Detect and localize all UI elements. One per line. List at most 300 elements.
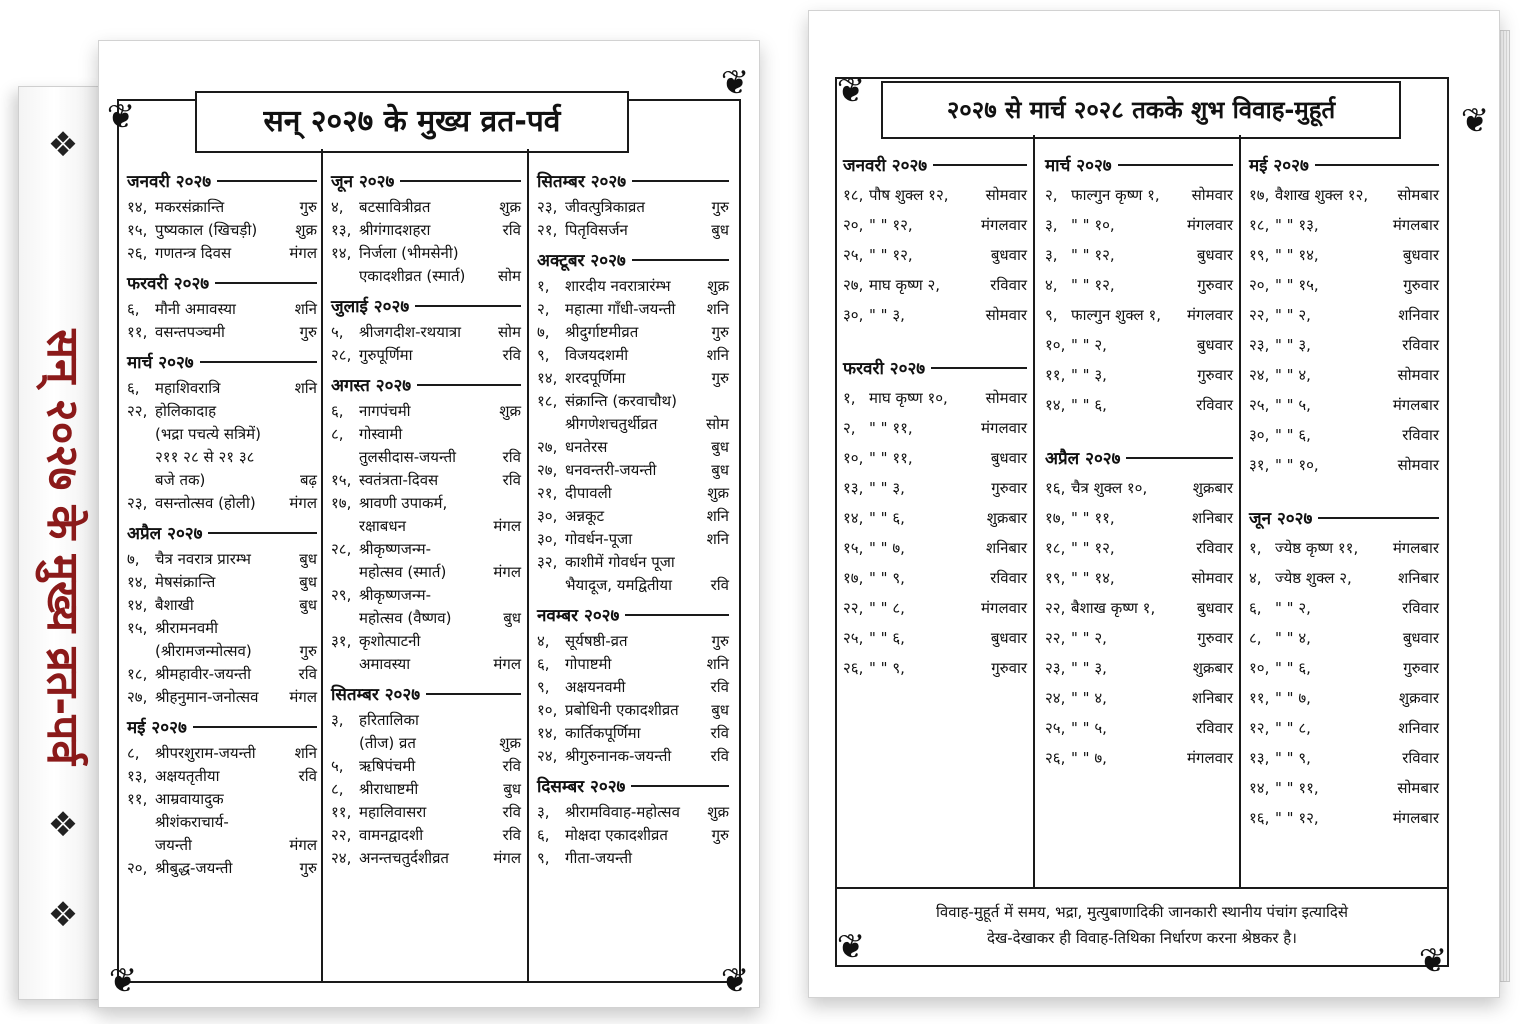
item-date: २२,: [843, 599, 864, 617]
item-day: बुध: [299, 596, 317, 614]
item-date: १८,: [843, 186, 864, 204]
item-name: ज्येष्ठ कृष्ण ११,: [1275, 539, 1359, 557]
list-item: [331, 265, 521, 288]
list-item: [537, 801, 729, 824]
item-date: ६,: [537, 826, 550, 844]
item-day: [725, 847, 729, 870]
list-item: [537, 630, 729, 653]
list-item: [1249, 803, 1439, 833]
item-name: श्रीगणेशचतुर्थीव्रत: [565, 415, 658, 433]
list-item: [331, 515, 521, 538]
item-day: गुरुवार: [991, 659, 1027, 677]
item-day: मंगल: [493, 849, 521, 867]
left-book-spine: [18, 86, 108, 1000]
item-name: " " १२,: [1071, 246, 1115, 264]
item-date: १४,: [127, 596, 148, 614]
list-item: [127, 617, 317, 640]
item-day: शनिबार: [1398, 569, 1439, 587]
month-heading: मार्च २०२७: [127, 350, 317, 373]
item-name: पितृविसर्जन: [565, 221, 628, 239]
item-date: १८,: [1249, 216, 1270, 234]
item-day: गुरु: [299, 859, 317, 877]
item-day: बुधवार: [1196, 336, 1233, 354]
left-book-page: [98, 40, 760, 1008]
list-item: [127, 219, 317, 242]
item-date: ११,: [127, 790, 148, 808]
item-name: महात्मा गाँधी-जयन्ती: [565, 300, 676, 318]
item-day: रवि: [710, 724, 729, 742]
item-name: " " ८,: [869, 599, 905, 617]
item-date: १५,: [127, 221, 148, 239]
item-name: गोस्वामी: [359, 425, 403, 443]
item-date: २०,: [843, 216, 864, 234]
ornament-spine-icon: ❖: [47, 805, 79, 845]
item-date: १५,: [127, 619, 148, 637]
item-name: " " ९,: [869, 659, 905, 677]
item-day: रवि: [502, 803, 521, 821]
item-date: [537, 574, 565, 597]
item-day: रवि: [298, 665, 317, 683]
item-date: १९,: [1045, 569, 1066, 587]
item-date: १८,: [537, 392, 558, 410]
list-item: [1249, 533, 1439, 563]
item-name: वामनद्वादशी: [359, 826, 424, 844]
list-item: [843, 240, 1027, 270]
item-day: शनि: [706, 530, 729, 548]
item-name: " " ६,: [1275, 659, 1311, 677]
item-name: " " ३,: [1275, 336, 1311, 354]
item-day: रवि: [502, 448, 521, 466]
item-date: [331, 515, 359, 538]
item-day: रविवार: [1402, 599, 1439, 617]
item-name: " " ५,: [1275, 396, 1311, 414]
item-date: ११,: [1045, 366, 1066, 384]
item-date: ६,: [331, 402, 344, 420]
item-day: बुधवार: [1402, 246, 1439, 264]
item-day: मंगलवार: [1187, 749, 1233, 767]
list-item: [843, 623, 1027, 653]
item-day: गुरुवार: [1403, 659, 1439, 677]
item-date: १,: [537, 277, 550, 295]
item-day: [313, 811, 317, 834]
item-name: चैत्र नवरात्र प्रारम्भ: [155, 550, 251, 568]
item-day: गुरुवार: [1197, 276, 1233, 294]
item-name: " " ९,: [869, 569, 905, 587]
item-name: शारदीय नवरात्रारंम्भ: [565, 277, 671, 295]
item-day: [313, 400, 317, 423]
item-date: २,: [537, 300, 550, 318]
item-name: अमावस्या: [359, 655, 411, 673]
item-date: १,: [843, 389, 856, 407]
item-day: बुधवार: [1196, 246, 1233, 264]
list-item: [331, 538, 521, 561]
item-date: ३०,: [537, 507, 558, 525]
list-item: [1249, 240, 1439, 270]
list-item: [331, 492, 521, 515]
item-name: " " ५,: [1071, 719, 1107, 737]
item-name: " " ६,: [1071, 396, 1107, 414]
list-item: [127, 594, 317, 617]
month-heading: जनवरी २०२७: [127, 169, 317, 192]
list-item: [1045, 180, 1233, 210]
item-day: मंगलवार: [1187, 306, 1233, 324]
list-item: [127, 423, 317, 446]
item-date: १४,: [1045, 396, 1066, 414]
list-item: [843, 443, 1027, 473]
list-item: [1045, 210, 1233, 240]
item-day: शुक्रबार: [1192, 479, 1233, 497]
item-date: २४,: [1045, 689, 1066, 707]
item-day: [517, 492, 521, 515]
item-name: (भद्रा पचत्ये सत्रिमें): [155, 425, 262, 443]
item-date: २३,: [1045, 659, 1066, 677]
item-date: २२,: [1045, 599, 1066, 617]
item-date: १५,: [843, 539, 864, 557]
item-date: ८,: [331, 780, 344, 798]
item-date: १४,: [127, 573, 148, 591]
item-day: शुक्र: [499, 734, 521, 752]
item-date: ८,: [127, 744, 140, 762]
item-name: पुष्यकाल (खिचड़ी): [155, 221, 258, 239]
item-day: शुक्र: [499, 402, 521, 420]
list-item: [1249, 210, 1439, 240]
list-item: [537, 321, 729, 344]
item-name: धनतेरस: [565, 438, 608, 456]
item-name: नागपंचमी: [359, 402, 411, 420]
list-item: [331, 755, 521, 778]
item-name: विजयदशमी: [565, 346, 629, 364]
month-heading: फरवरी २०२७: [843, 356, 1027, 379]
item-date: २७,: [127, 688, 148, 706]
month-heading: मई २०२७: [1249, 153, 1439, 176]
item-name: हरितालिका: [359, 711, 419, 729]
item-date: १०,: [843, 449, 864, 467]
item-date: १९,: [1249, 246, 1270, 264]
item-date: २०,: [127, 859, 148, 877]
list-item: [843, 210, 1027, 240]
list-item: [127, 196, 317, 219]
vrat-column-1: [127, 163, 317, 967]
item-date: २०,: [1249, 276, 1270, 294]
item-day: रवि: [502, 346, 521, 364]
list-item: [331, 423, 521, 446]
list-item: [331, 446, 521, 469]
item-name: श्रीकृष्णजन्म-: [359, 586, 431, 604]
ornament-corner-icon: ❦: [106, 97, 136, 137]
ornament-corner-icon: ❦: [1460, 101, 1490, 141]
item-name: " " ११,: [1275, 779, 1319, 797]
item-day: रविवार: [1196, 396, 1233, 414]
item-name: अक्षयतृतीया: [155, 767, 220, 785]
list-item: [331, 778, 521, 801]
item-date: ७,: [127, 550, 140, 568]
month-heading: अगस्त २०२७: [331, 373, 521, 396]
list-item: [537, 699, 729, 722]
item-date: ३२,: [537, 553, 558, 571]
item-day: बुधवार: [990, 629, 1027, 647]
item-date: [331, 607, 359, 630]
item-name: गोवर्धन-पूजा: [565, 530, 633, 548]
item-date: १४,: [537, 369, 558, 387]
month-heading: फरवरी २०२७: [127, 271, 317, 294]
item-date: ८,: [331, 425, 344, 443]
ornament-corner-icon: ❦: [836, 927, 866, 967]
list-item: [1249, 360, 1439, 390]
ornament-corner-icon: ❦: [720, 63, 750, 103]
muhurat-column-1: [843, 147, 1027, 683]
item-day: मंगलवार: [981, 599, 1027, 617]
item-date: २६,: [1045, 749, 1066, 767]
item-date: २४,: [1249, 366, 1270, 384]
item-date: २५,: [1249, 396, 1270, 414]
item-name: वैशाख शुक्ल १२,: [1275, 186, 1369, 204]
list-item: [537, 528, 729, 551]
item-day: गुरु: [711, 369, 729, 387]
item-day: सोम: [498, 267, 521, 285]
list-item: [843, 300, 1027, 330]
item-day: [313, 446, 317, 469]
item-name: " " ४,: [1071, 689, 1107, 707]
item-day: रवि: [298, 767, 317, 785]
column-divider: [1033, 135, 1035, 887]
list-item: [127, 686, 317, 709]
item-name: महोत्सव (स्मार्त): [359, 563, 447, 581]
item-day: गुरु: [711, 826, 729, 844]
item-name: " " १४,: [1275, 246, 1319, 264]
item-date: ११,: [331, 803, 352, 821]
item-name: काशीमें गोवर्धन पूजा: [565, 553, 675, 571]
item-day: शनिवार: [1398, 719, 1439, 737]
item-name: " " ८,: [1275, 719, 1311, 737]
list-item: [331, 607, 521, 630]
footer-line-1: विवाह-मुहूर्त में समय, भद्रा, मुत्युबाणादिकी जानकारी स्थानीय पंचांग इत्यादिसे: [936, 903, 1348, 921]
list-item: [331, 584, 521, 607]
item-name: " " ११,: [869, 419, 913, 437]
item-day: रविवार: [1196, 719, 1233, 737]
list-item: [127, 446, 317, 469]
item-name: " " १३,: [1275, 216, 1319, 234]
vrat-column-2: [331, 163, 521, 967]
vrat-column-3: [537, 163, 729, 967]
list-item: [537, 824, 729, 847]
list-item: [1045, 503, 1233, 533]
item-date: १४,: [331, 244, 352, 262]
item-name: श्रीदुर्गाष्टमीव्रत: [565, 323, 639, 341]
item-date: १,: [1249, 539, 1262, 557]
item-day: गुरु: [711, 323, 729, 341]
item-date: २२,: [127, 402, 148, 420]
list-item: [537, 676, 729, 699]
item-name: श्रीगंगादशहरा: [359, 221, 431, 239]
item-date: २५,: [843, 629, 864, 647]
item-name: " " ११,: [869, 449, 913, 467]
list-item: [127, 469, 317, 492]
item-day: गुरुवार: [991, 479, 1027, 497]
item-name: बैशाख कृष्ण १,: [1071, 599, 1156, 617]
list-item: [331, 196, 521, 219]
list-item: [1045, 623, 1233, 653]
item-day: बढ़: [299, 471, 317, 489]
item-date: १०,: [537, 701, 558, 719]
list-item: [127, 811, 317, 834]
item-day: सोमबार: [1397, 186, 1439, 204]
item-date: ३,: [1045, 216, 1058, 234]
item-date: ३,: [1045, 246, 1058, 264]
item-date: [127, 834, 155, 857]
item-day: रविवार: [1196, 539, 1233, 557]
item-day: शनिवार: [1398, 306, 1439, 324]
item-date: १८,: [127, 665, 148, 683]
item-date: ३१,: [331, 632, 352, 650]
list-item: [331, 561, 521, 584]
list-item: [1045, 533, 1233, 563]
item-date: ३०,: [1249, 426, 1270, 444]
item-name: " " ६,: [869, 629, 905, 647]
item-day: शुक्र: [707, 277, 729, 295]
list-item: [843, 503, 1027, 533]
item-name: " " ७,: [1275, 689, 1311, 707]
item-name: " " २,: [1071, 629, 1107, 647]
list-item: [127, 298, 317, 321]
item-name: फाल्गुन शुक्ल १,: [1071, 306, 1162, 324]
item-name: मकरसंक्रान्ति: [155, 198, 225, 216]
item-date: [127, 811, 155, 834]
list-item: [127, 242, 317, 265]
item-day: गुरु: [299, 323, 317, 341]
list-item: [537, 436, 729, 459]
item-date: ११,: [127, 323, 148, 341]
item-day: [313, 423, 317, 446]
item-name: बैशाखी: [155, 596, 194, 614]
item-name: (तीज) व्रत: [359, 734, 416, 752]
item-day: मंगल: [493, 517, 521, 535]
list-item: [537, 413, 729, 436]
item-name: श्रीहनुमान-जनोत्सव: [155, 688, 259, 706]
item-name: " " ४,: [1275, 629, 1311, 647]
item-date: २३,: [537, 198, 558, 216]
item-day: सोमवार: [1191, 186, 1233, 204]
list-item: [127, 377, 317, 400]
item-name: " " ४,: [1275, 366, 1311, 384]
list-item: [127, 788, 317, 811]
month-heading: जून २०२७: [1249, 506, 1439, 529]
item-date: १३,: [843, 479, 864, 497]
item-name: होलिकादाह: [155, 402, 217, 420]
item-day: गुरु: [299, 642, 317, 660]
item-date: ८,: [1249, 629, 1262, 647]
item-date: ७,: [537, 323, 550, 341]
item-name: दीपावली: [565, 484, 612, 502]
item-name: श्रीराधाष्टमी: [359, 780, 419, 798]
item-date: १५,: [331, 471, 352, 489]
item-day: सोमवार: [1397, 366, 1439, 384]
list-item: [127, 742, 317, 765]
item-name: " " ३,: [869, 479, 905, 497]
item-day: शनि: [706, 655, 729, 673]
list-item: [843, 413, 1027, 443]
item-name: " " १०,: [1275, 456, 1319, 474]
list-item: [127, 548, 317, 571]
item-date: ९,: [1045, 306, 1058, 324]
item-name: जयन्ती: [155, 836, 192, 854]
item-date: ४,: [331, 198, 344, 216]
item-date: ६,: [127, 300, 140, 318]
list-item: [537, 344, 729, 367]
item-name: महालिवासरा: [359, 803, 427, 821]
list-item: [537, 847, 729, 870]
item-day: [725, 390, 729, 413]
column-divider: [321, 149, 323, 983]
list-item: [1045, 563, 1233, 593]
item-day: रवि: [710, 678, 729, 696]
item-name: अन्नकूट: [565, 507, 605, 525]
list-item: [1249, 390, 1439, 420]
list-item: [1249, 773, 1439, 803]
item-name: पौष शुक्ल १२,: [869, 186, 949, 204]
list-item: [843, 563, 1027, 593]
item-name: वसन्तपञ्चमी: [155, 323, 225, 341]
item-date: २७,: [537, 438, 558, 456]
item-day: [517, 423, 521, 446]
list-item: [127, 765, 317, 788]
muhurat-column-2: [1045, 147, 1233, 773]
item-date: २४,: [331, 849, 352, 867]
item-day: मंगल: [493, 655, 521, 673]
list-item: [537, 653, 729, 676]
list-item: [331, 469, 521, 492]
item-date: २६,: [127, 244, 148, 262]
item-date: [331, 732, 359, 755]
item-day: बुध: [711, 461, 729, 479]
item-day: रवि: [502, 471, 521, 489]
item-date: [127, 469, 155, 492]
item-name: फाल्गुन कृष्ण १,: [1071, 186, 1160, 204]
list-item: [1249, 300, 1439, 330]
item-date: १४,: [127, 198, 148, 216]
list-item: [331, 847, 521, 870]
muhurat-footer-note: [835, 887, 1449, 951]
item-name: " " १२,: [869, 216, 913, 234]
item-date: २१,: [537, 484, 558, 502]
list-item: [843, 653, 1027, 683]
item-name: " " १२,: [1275, 809, 1319, 827]
item-name: गुरुपूर्णिमा: [359, 346, 413, 364]
item-day: गुरुवार: [1197, 629, 1233, 647]
item-day: शनिबार: [986, 539, 1027, 557]
item-day: रवि: [710, 576, 729, 594]
item-date: १७,: [843, 569, 864, 587]
month-heading: जुलाई २०२७: [331, 294, 521, 317]
month-heading: जनवरी २०२७: [843, 153, 1027, 176]
list-item: [331, 801, 521, 824]
list-item: [537, 298, 729, 321]
item-name: महाशिवरात्रि: [155, 379, 221, 397]
month-heading: मई २०२७: [127, 715, 317, 738]
item-name: " " २,: [1275, 306, 1311, 324]
item-date: [331, 265, 359, 288]
item-day: मंगल: [289, 244, 317, 262]
item-date: १३,: [331, 221, 352, 239]
item-name: मेषसंक्रान्ति: [155, 573, 216, 591]
item-name: निर्जला (भीमसेनी): [359, 244, 459, 262]
spine-title: सन् २०२७ के मुख्य व्रत-पर्व: [37, 329, 88, 765]
list-item: [1045, 270, 1233, 300]
right-page-title: २०२७ से मार्च २०२८ तकके शुभ विवाह-मुहूर्त: [881, 81, 1401, 139]
list-item: [1249, 450, 1439, 480]
item-date: १०,: [1249, 659, 1270, 677]
ornament-spine-icon: ❖: [47, 895, 79, 935]
item-day: रवि: [502, 826, 521, 844]
